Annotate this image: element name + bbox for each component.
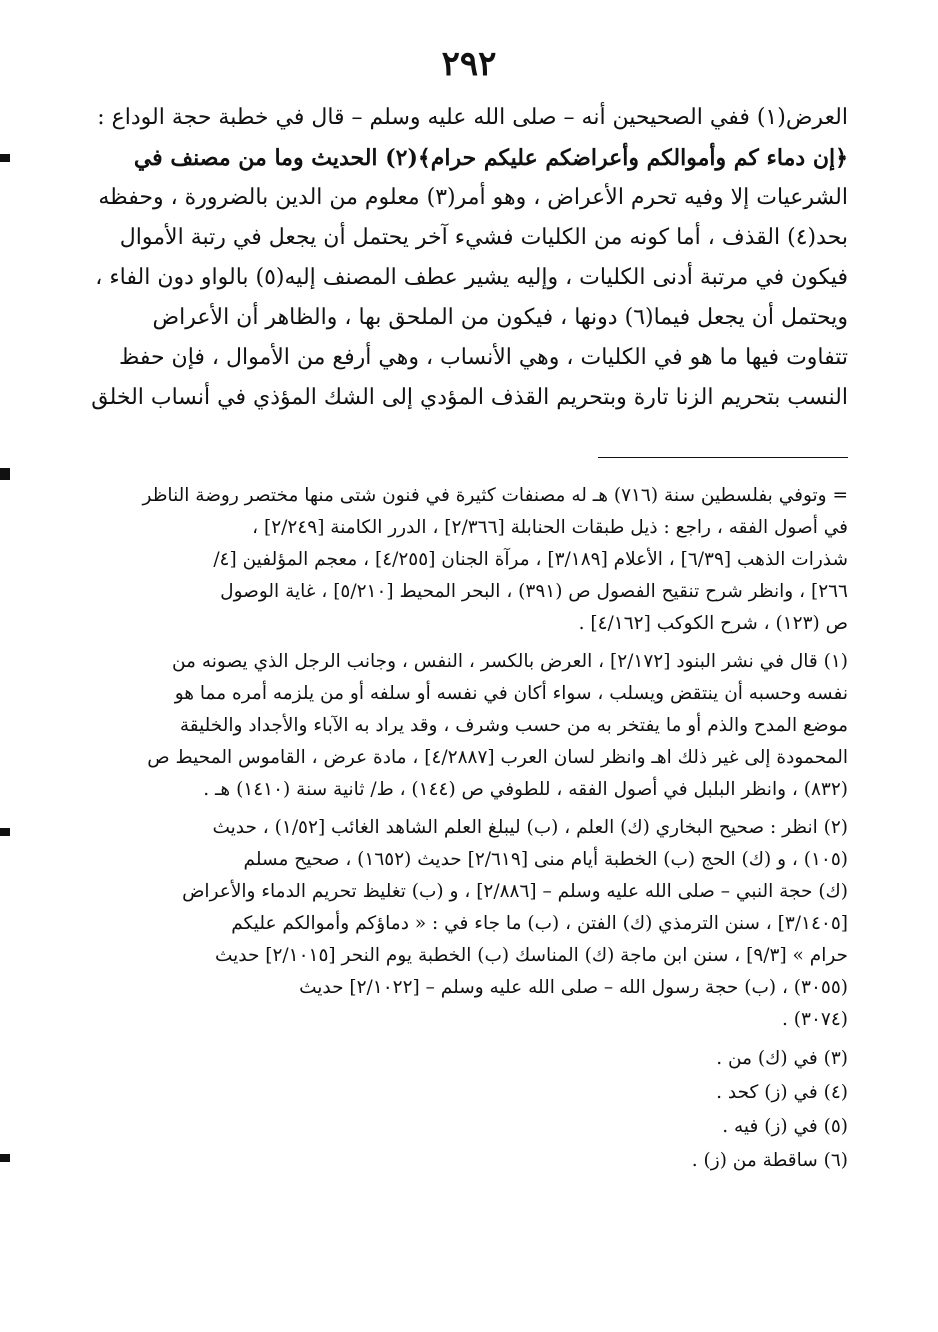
scan-margin-mark	[0, 1154, 10, 1162]
main-text-line: ويحتمل أن يجعل فيما(٦) دونها ، فيكون من الملحق بها ، والظاهر أن الأعراض	[152, 305, 848, 330]
footnotes	[84, 480, 848, 1184]
main-text-line: الشرعيات إلا وفيه تحرم الأعراض ، وهو أمر(٣) معلوم من الدين بالضرورة ، وحفظه	[98, 185, 848, 210]
main-text-line: النسب بتحريم الزنا تارة وبتحريم القذف المؤدي إلى الشك المؤذي في أنساب الخلق	[91, 385, 848, 410]
footnote-line: ٢٦٦] ، وانظر شرح تنقيح الفصول ص (٣٩١) ، البحر المحيط [٥/٢١٠] ، غاية الوصول	[220, 581, 848, 602]
footnote-line: حرام » [٩/٣] ، سنن ابن ماجة (ك) المناسك (ب) الخطبة يوم النحر [٢/١٠١٥] حديث	[214, 945, 848, 966]
main-text-line: تتفاوت فيها ما هو في الكليات ، وهي الأنساب ، وهي أرفع من الأموال ، فإن حفظ	[118, 345, 848, 370]
scan-margin-mark	[0, 154, 10, 162]
footnote-line: (١) قال في نشر البنود [٢/١٧٢] ، العرض بالكسر ، النفس ، وجانب الرجل الذي يصونه من	[171, 651, 848, 672]
footnote-line: (١٠٥) ، و (ك) الحج (ب) الخطبة أيام منى [٢/٦١٩] حديث (١٦٥٢) ، صحيح مسلم	[243, 849, 848, 870]
main-text-line: العرض(١) ففي الصحيحين أنه – صلى الله عليه وسلم – قال في خطبة حجة الوداع :	[97, 105, 848, 130]
main-text-line: بحد(٤) القذف ، أما كونه من الكليات فشيء آخر يحتمل أن يجعل في رتبة الأموال	[119, 225, 848, 250]
footnote-line: [٣/١٤٠٥] ، سنن الترمذي (ك) الفتن ، (ب) ما جاء في : « دماؤكم وأموالكم عليكم	[231, 913, 848, 934]
footnote-line: = وتوفي بفلسطين سنة (٧١٦) هـ له مصنفات كثيرة في فنون شتى منها مختصر روضة الناظر	[142, 485, 848, 506]
footnote-line: موضع المدح والذم أو ما يفتخر به من حسب وشرف ، وقد يراد به الآباء والأجداد والخليقة	[179, 715, 848, 736]
main-text-line: ﴿إن دماء كم وأموالكم وأعراضكم عليكم حرام﴾(٢) الحديث وما من مصنف في	[133, 145, 848, 171]
footnote-4: (٤) في (ز) كحد .	[716, 1082, 848, 1103]
footnote-6: (٦) ساقطة من (ز) .	[691, 1150, 848, 1171]
footnote-line: في أصول الفقه ، راجع : ذيل طبقات الحنابلة [٢/٣٦٦] ، الدرر الكامنة [٢/٢٤٩] ،	[252, 517, 848, 538]
footnote-5: (٥) في (ز) فيه .	[722, 1116, 848, 1137]
main-text	[84, 98, 848, 418]
footnote-line: نفسه وحسبه أن ينتقض ويسلب ، سواء أكان في نفسه أو سلفه أو من يلزمه أمره مما هو	[174, 683, 848, 704]
footnote-line: (٣٠٥٥) ، (ب) حجة رسول الله – صلى الله عليه وسلم – [٢/١٠٢٢] حديث	[299, 977, 848, 998]
footnote-line: المحمودة إلى غير ذلك اهـ وانظر لسان العرب [٤/٢٨٨٧] ، مادة عرض ، القاموس المحيط ص	[147, 747, 848, 768]
footnote-line: (٨٣٢) ، وانظر البلبل في أصول الفقه ، للطوفي ص (١٤٤) ، ط/ ثانية سنة (١٤١٠) هـ .	[203, 779, 848, 800]
scan-margin-mark	[0, 468, 10, 480]
footnotes-short	[84, 1042, 848, 1178]
scan-margin-mark	[0, 828, 10, 836]
footnote-line: (ك) حجة النبي – صلى الله عليه وسلم – [٢/٨٨٦] ، و (ب) تغليظ تحريم الدماء والأعراض	[182, 881, 848, 902]
footnote-line: شذرات الذهب [٦/٣٩] ، الأعلام [٣/١٨٩] ، مرآة الجنان [٤/٢٥٥] ، معجم المؤلفين [٤/	[213, 549, 848, 570]
footnote-2	[84, 812, 848, 1036]
footnote-continued	[84, 480, 848, 640]
footnote-separator	[598, 457, 848, 458]
page-number: ٢٩٢	[441, 44, 497, 84]
footnote-line: ص (١٢٣) ، شرح الكوكب [٤/١٦٢] .	[578, 613, 848, 634]
footnote-line: (٣٠٧٤) .	[782, 1009, 848, 1030]
footnote-line: (٢) انظر : صحيح البخاري (ك) العلم ، (ب) ليبلغ العلم الشاهد الغائب [١/٥٢) ، حديث	[212, 817, 848, 838]
footnote-3: (٣) في (ك) من .	[716, 1048, 848, 1069]
footnote-1	[84, 646, 848, 806]
main-text-line: فيكون في مرتبة أدنى الكليات ، وإليه يشير عطف المصنف إليه(٥) بالواو دون الفاء ،	[95, 265, 848, 290]
